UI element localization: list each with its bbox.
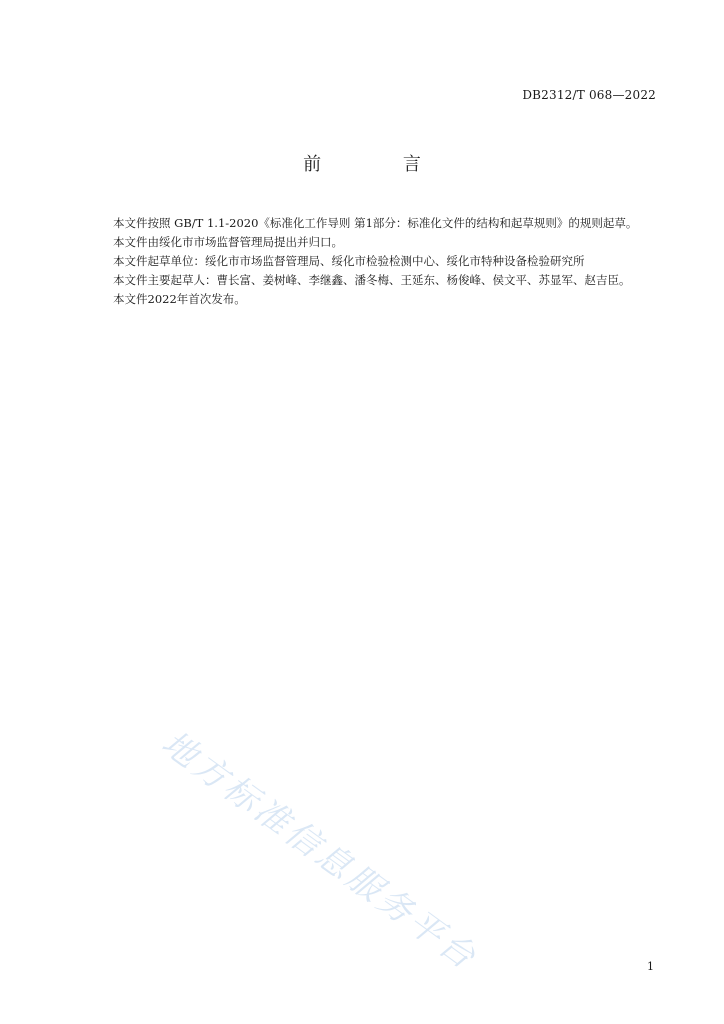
paragraph-first-release: 本文件2022年首次发布。 <box>113 292 246 306</box>
document-code: DB2312/T 068—2022 <box>522 88 656 102</box>
paragraph-proposer: 本文件由绥化市市场监督管理局提出并归口。 <box>113 235 343 249</box>
page-title: 前 言 <box>303 154 459 175</box>
paragraph-drafting-units: 本文件起草单位：绥化市市场监督管理局、绥化市检验检测中心、绥化市特种设备检验研究所 <box>113 254 585 268</box>
paragraph-drafting-rules: 本文件按照 GB/T 1.1-2020《标准化工作导则 第1部分：标准化文件的结构和起草规则》的规则起草。 <box>113 216 638 230</box>
foreword-body <box>88 214 660 309</box>
page-number: 1 <box>647 960 654 973</box>
watermark: 地方标准信息服务平台 <box>154 723 486 979</box>
paragraph-drafters: 本文件主要起草人：曹长富、姜树峰、李继鑫、潘冬梅、王延东、杨俊峰、侯文平、苏显军、赵吉臣。 <box>113 273 631 287</box>
